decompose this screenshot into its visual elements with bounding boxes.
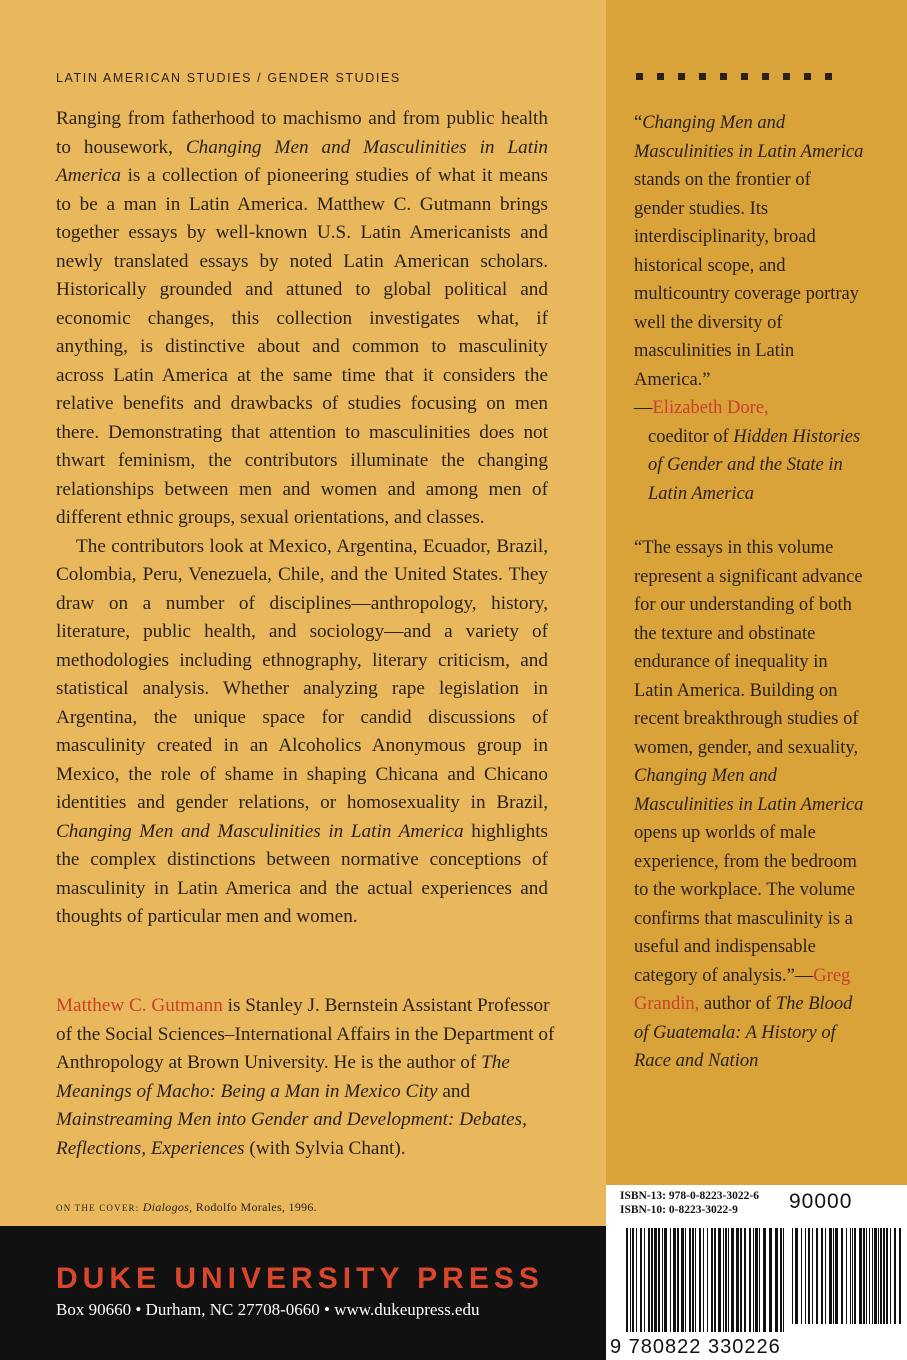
barcode-bar [728, 1228, 729, 1332]
quote-dash: — [634, 398, 653, 418]
blurb-text: is a collection of pioneering studies of what it means to be a man in Latin America. Matthew C. Gutmann brings together essays by well-known U.S. Latin Americanists and newly translated essays by noted Latin American scholars. Historically grounded and attuned to global political and economic changes, this collection investigates what, if anything, is distinctive about and common to masculinity across Latin America at the same time that it considers the relative benefits and drawbacks of studies focusing on men there. Demonstrating that attention to masculinities does not thwart feminism, the contributors illuminate the changing relationships between men and women and among men of different ethnic groups, sexual orientations, and classes. [56, 165, 549, 528]
quote-text: opens up worlds of male experience, from the bedroom to the workplace. The volume confirms that masculinity is a useful and indispensable category of analysis.”— [634, 823, 857, 986]
publisher-address: Box 90660 • Durham, NC 27708-0660 • www.dukeupress.edu [56, 1300, 480, 1319]
blurb-text: Ranging from fatherhood to machismo and from public health to housework, [56, 108, 548, 158]
barcode-bar [677, 1228, 679, 1332]
endorser-name: Elizabeth Dore, [652, 398, 769, 418]
quote-text: “The essays in this volume represent a significant advance for our understanding of both the texture and obstinate endurance of inequality in Latin America. Building on recent breakthrough studies of women, gender, and sexuality, [634, 538, 863, 758]
barcode-addon-bar [859, 1228, 862, 1324]
barcode-bar [731, 1228, 734, 1332]
barcode-bar [689, 1228, 691, 1332]
barcode-bar [780, 1228, 782, 1332]
isbn-13: ISBN-13: 978-0-8223-3022-6 [620, 1190, 759, 1202]
category-label: LATIN AMERICAN STUDIES / GENDER STUDIES [56, 71, 401, 85]
barcode-bar [692, 1228, 694, 1332]
barcode-bar [769, 1228, 772, 1332]
barcode-addon-bar [863, 1228, 865, 1324]
barcode-bar [703, 1228, 704, 1332]
barcode-bar [644, 1228, 645, 1332]
barcode-addon-bar [872, 1228, 873, 1324]
barcode-addon-bar [854, 1228, 856, 1324]
cover-credit-text: Rodolfo Morales, 1996. [195, 1200, 318, 1214]
barcode-addon-bar [825, 1228, 826, 1324]
barcode-addon-bar [890, 1228, 891, 1324]
barcode-bar [664, 1228, 667, 1332]
barcode-bar [648, 1228, 650, 1332]
barcode-addon-bar [874, 1228, 877, 1324]
barcode-bar [753, 1228, 754, 1332]
barcode-addon-bar [866, 1228, 867, 1324]
barcode-addon-bar [850, 1228, 851, 1324]
barcode-bar [681, 1228, 684, 1332]
cover-credit-label: ON THE COVER: [56, 1203, 140, 1213]
endorser-role: author of [703, 994, 772, 1014]
barcode-addon-bar [808, 1228, 810, 1324]
barcode-addon-bar [894, 1228, 896, 1324]
barcode-bar [714, 1228, 716, 1332]
barcode-bar [711, 1228, 713, 1332]
barcode-addon-bar [805, 1228, 806, 1324]
barcode-addon-bar [812, 1228, 813, 1324]
barcode-bar [626, 1228, 628, 1332]
cover-art-title: Dialogos, [142, 1200, 193, 1214]
endorser-book: Hidden Histories of Gender and the State in Latin America [648, 426, 861, 504]
barcode-bar [662, 1228, 663, 1332]
book-title: Changing Men and Masculinities in Latin America [634, 113, 864, 162]
barcode-addon-bar [821, 1228, 823, 1324]
isbn-box [606, 1185, 907, 1226]
book-title: Changing Men and Masculinities in Latin America [56, 820, 464, 842]
blurb-text: highlights the complex distinctions between normative conceptions of masculinity in Latin America and the actual experiences and thoughts of particular men and women. [56, 820, 549, 927]
barcode-bar [783, 1228, 784, 1332]
barcode-addon-bar [880, 1228, 882, 1324]
isbn-10: ISBN-10: 0-8223-3022-9 [620, 1204, 738, 1216]
barcode-bar [755, 1228, 758, 1332]
barcode-bar [632, 1228, 634, 1332]
barcode-addon-bar [846, 1228, 847, 1324]
barcode-bar [651, 1228, 653, 1332]
blurb-paragraph-2 [56, 533, 548, 932]
decorative-dots [636, 73, 832, 80]
barcode-addon-digits: 90000 [789, 1190, 853, 1213]
barcode-addon-bar [841, 1228, 843, 1324]
barcode-bar [723, 1228, 724, 1332]
endorser-name: Greg Grandin, [634, 965, 851, 1014]
book-title: Changing Men and Masculinities in Latin America [56, 136, 548, 186]
barcode-bar [707, 1228, 708, 1332]
barcode-bar [775, 1228, 778, 1332]
barcode-addon-bar [795, 1228, 798, 1324]
barcode-bar [718, 1228, 721, 1332]
barcode-addon-bar [833, 1228, 834, 1324]
barcode-addon-bar [869, 1228, 870, 1324]
publisher-name: DUKE UNIVERSITY PRESS [56, 1262, 544, 1295]
quote-mark: “ [634, 113, 643, 133]
book-title: Changing Men and Masculinities in Latin America [634, 766, 864, 815]
author-bio [56, 992, 556, 1163]
bio-text: and [442, 1080, 471, 1102]
bio-text: is Stanley J. Bernstein Assistant Professor of the Social Sciences–International Affairs in the Department of Anthropology at Brown University. He is the author of [56, 995, 555, 1073]
barcode-bar [636, 1228, 637, 1332]
barcode-bar [699, 1228, 701, 1332]
barcode-bar [744, 1228, 746, 1332]
barcode-addon-bar [829, 1228, 832, 1324]
barcode-bar [740, 1228, 742, 1332]
book-title: Mainstreaming Men into Gender and Development: Debates, Reflections, Experiences [56, 1109, 527, 1159]
barcode-addon-bar [886, 1228, 888, 1324]
endorsement-1 [634, 109, 864, 508]
bio-text: (with Sylvia Chant). [249, 1137, 406, 1159]
barcode-addon-bar [899, 1228, 901, 1324]
barcode-addon-bar [878, 1228, 879, 1324]
endorser-role: coeditor of [648, 426, 729, 447]
barcode-addon-bar [816, 1228, 818, 1324]
blurb [56, 105, 548, 932]
barcode-addon-bar [835, 1228, 838, 1324]
barcode-bar [670, 1228, 671, 1332]
barcode-bar [725, 1228, 727, 1332]
barcode-addon-bar [883, 1228, 885, 1324]
blurb-paragraph-1 [56, 105, 548, 533]
endorsement-2 [634, 534, 864, 1076]
barcode-addon-bar [792, 1228, 793, 1324]
barcode-addon-bar [801, 1228, 802, 1324]
barcode-bar [673, 1228, 676, 1332]
author-name: Matthew C. Gutmann [56, 995, 223, 1016]
quote-text: stands on the frontier of gender studies. Its interdisciplinarity, broad historical scope, and multicountry coverage portray well the diversity of masculinities in Latin America.” [634, 170, 859, 390]
barcode-bar [685, 1228, 686, 1332]
barcode-bar [695, 1228, 696, 1332]
barcode-bar [763, 1228, 766, 1332]
barcode-bar [658, 1228, 660, 1332]
barcode [606, 1226, 907, 1360]
endorser-book: The Blood of Guatemala: A History of Race and Nation [634, 994, 853, 1071]
book-title: The Meanings of Macho: Being a Man in Mexico City [56, 1052, 510, 1102]
barcode-digits: 9 780822 330226 [610, 1336, 781, 1358]
barcode-bar [736, 1228, 739, 1332]
barcode-bar [749, 1228, 751, 1332]
barcode-bar [654, 1228, 657, 1332]
barcode-addon-bar [852, 1228, 853, 1324]
cover-credit [56, 1200, 317, 1215]
barcode-bar [630, 1228, 631, 1332]
barcode-bar [759, 1228, 760, 1332]
barcode-bar [640, 1228, 642, 1332]
blurb-text: The contributors look at Mexico, Argentina, Ecuador, Brazil, Colombia, Peru, Venezuela, Chile, and the United States. They draw on a number of disciplines—anthropology, history, literature, public health, and sociology—and a variety of methodologies including ethnography, literary criticism, and statistical analysis. Whether analyzing rape legislation in Argentina, the unique space for candid discussions of masculinity created in an Alcoholics Anonymous group in Mexico, the role of shame in shaping Chicana and Chicano identities and gender relations, or homosexuality in Brazil, [56, 535, 548, 813]
